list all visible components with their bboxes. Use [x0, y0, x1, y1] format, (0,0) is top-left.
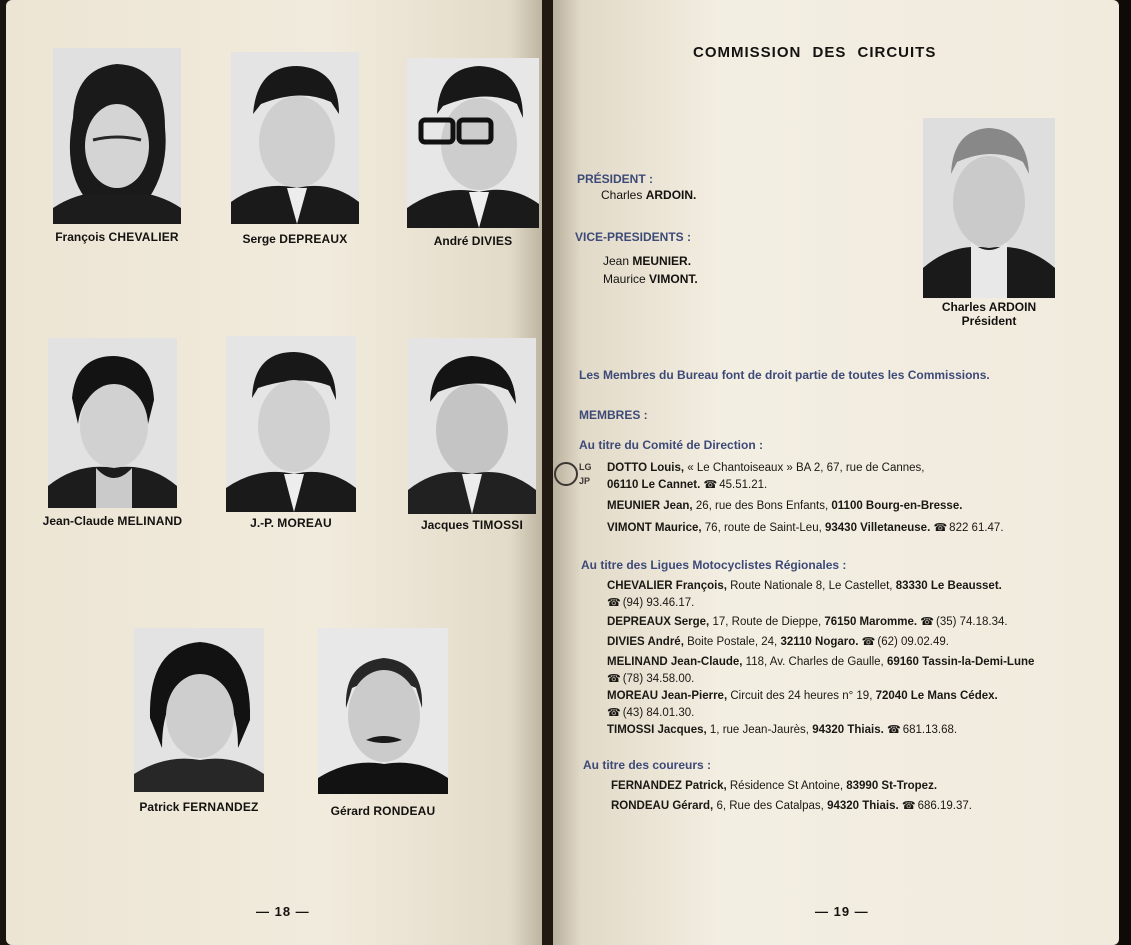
phone-icon: ☎ — [933, 522, 948, 534]
caption: François CHEVALIER — [55, 230, 179, 244]
caption: André DIVIES — [433, 234, 513, 248]
page-number-19: — 19 — — [815, 904, 869, 919]
member-moreau: MOREAU Jean-Pierre, Circuit des 24 heures n° 19, 72040 Le Mans Cédex. ☎ (43) 84.01.30. — [607, 688, 998, 722]
portrait-image — [318, 628, 448, 794]
photo-rondeau — [318, 628, 448, 818]
portrait-caption — [893, 300, 1085, 328]
photo-fernandez — [134, 628, 264, 814]
caption: Jacques TIMOSSI — [420, 518, 524, 532]
photo-melinand — [42, 338, 183, 528]
president-name: Charles ARDOIN. — [601, 188, 697, 202]
portrait-image — [53, 48, 181, 224]
page-title: COMMISSION DES CIRCUITS — [693, 44, 937, 61]
member-vimont: VIMONT Maurice, 76, route de Saint-Leu, 93430 Villetaneuse. ☎ 822 61.47. — [607, 520, 1004, 537]
phone-icon: ☎ — [861, 636, 876, 648]
portrait-image — [134, 628, 264, 792]
collection-stamp-logo — [553, 457, 599, 491]
book-gutter — [542, 0, 553, 945]
portrait-image — [226, 336, 356, 512]
photo-ardoin — [923, 118, 1055, 328]
caption: Serge DEPREAUX — [242, 232, 348, 246]
phone-icon: ☎ — [607, 707, 621, 719]
caption: Jean-Claude MELINAND — [42, 514, 183, 528]
vice-president-2: Maurice VIMONT. — [603, 272, 698, 286]
right-page — [553, 0, 1119, 945]
member-fernandez: FERNANDEZ Patrick, Résidence St Antoine, 83990 St-Tropez. — [611, 780, 938, 792]
svg-text:LG: LG — [579, 462, 592, 472]
caption: Patrick FERNANDEZ — [139, 800, 259, 814]
vice-president-1: Jean MEUNIER. — [603, 254, 692, 268]
member-timossi: TIMOSSI Jacques, 1, rue Jean-Jaurès, 94320 Thiais. ☎ 681.13.68. — [607, 722, 957, 739]
portrait-image — [407, 58, 539, 228]
caption: J.-P. MOREAU — [250, 516, 332, 530]
portrait-image — [408, 338, 536, 514]
photo-chevalier — [53, 48, 181, 244]
member-meunier: MEUNIER Jean, 26, rue des Bons Enfants, 01100 Bourg-en-Bresse. — [607, 500, 963, 512]
page-number-18: — 18 — — [256, 904, 310, 919]
photo-divies — [407, 58, 539, 248]
caption-name: Charles ARDOIN — [941, 300, 1037, 314]
phone-icon: ☎ — [607, 597, 621, 609]
membres-label: MEMBRES : — [579, 408, 648, 422]
section-ligues: Au titre des Ligues Motocyclistes Régionales : — [581, 558, 847, 572]
photo-depreaux — [231, 52, 359, 246]
section-comite-direction: Au titre du Comité de Direction : — [579, 438, 764, 452]
vice-presidents-label: VICE-PRESIDENTS : — [575, 230, 692, 244]
portrait-image — [231, 52, 359, 224]
portrait-image — [923, 118, 1055, 298]
book-edge — [1119, 0, 1131, 945]
member-depreaux: DEPREAUX Serge, 17, Route de Dieppe, 76150 Maromme. ☎ (35) 74.18.34. — [607, 614, 1008, 631]
phone-icon: ☎ — [703, 479, 718, 491]
caption-role: Président — [961, 314, 1017, 328]
left-page — [6, 0, 542, 945]
member-melinand: MELINAND Jean-Claude, 118, Av. Charles de Gaulle, 69160 Tassin-la-Demi-Lune ☎ (78) 34.58.00. — [607, 654, 1034, 688]
section-coureurs: Au titre des coureurs : — [583, 758, 712, 772]
member-rondeau: RONDEAU Gérard, 6, Rue des Catalpas, 94320 Thiais. ☎ 686.19.37. — [611, 798, 972, 815]
portrait-image — [48, 338, 177, 508]
photo-moreau — [226, 336, 356, 530]
phone-icon: ☎ — [887, 724, 901, 736]
photo-timossi — [408, 338, 536, 532]
president-label: PRÉSIDENT : — [577, 172, 654, 186]
phone-icon: ☎ — [901, 800, 916, 812]
member-chevalier: CHEVALIER François, Route Nationale 8, Le Castellet, 83330 Le Beausset. ☎ (94) 93.46.17. — [607, 578, 1002, 612]
caption: Gérard RONDEAU — [330, 804, 436, 818]
member-dotto: DOTTO Louis, « Le Chantoiseaux » BA 2, 67, rue de Cannes, 06110 Le Cannet. ☎ 45.51.21. — [607, 460, 925, 494]
phone-icon: ☎ — [920, 616, 934, 628]
bureau-note: Les Membres du Bureau font de droit partie de toutes les Commissions. — [579, 368, 990, 382]
phone-icon: ☎ — [607, 673, 621, 685]
svg-text:JP: JP — [579, 476, 591, 486]
member-divies: DIVIES André, Boite Postale, 24, 32110 Nogaro. ☎ (62) 09.02.49. — [607, 634, 949, 651]
